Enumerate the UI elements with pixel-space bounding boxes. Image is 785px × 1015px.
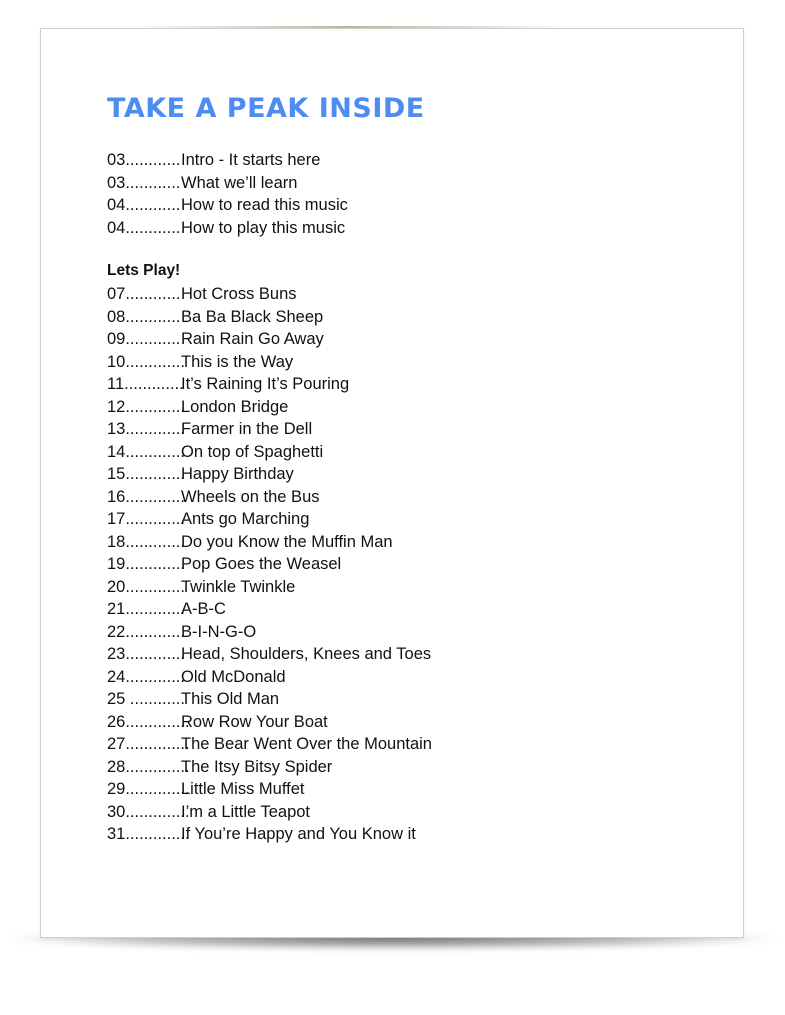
table-of-contents-page [40, 28, 744, 938]
page-number: 18............. [107, 532, 185, 551]
page-number: 28.............. [107, 757, 190, 776]
entry-title: On top of Spaghetti [181, 442, 324, 461]
page-number: 08............ [107, 307, 181, 326]
list-item [107, 823, 432, 846]
entry-title: Rain Rain Go Away [181, 330, 324, 348]
page-number: 17............. [107, 510, 185, 528]
entry-title: It’s Raining It’s Pouring [181, 375, 350, 393]
entry-title: How to read this music [181, 196, 348, 214]
list-item [107, 194, 348, 217]
entry-title: Ants go Marching [181, 510, 310, 528]
entry-title: Happy Birthday [181, 465, 294, 483]
page-number: 10............. [107, 352, 185, 371]
page-number: 21............. [107, 600, 185, 618]
entry-title: Farmer in the Dell [181, 420, 313, 438]
songs-contents-list [107, 283, 432, 846]
page-number: 11............. [107, 375, 184, 393]
page-number: 23............. [107, 645, 185, 663]
entry-title: Little Miss Muffet [181, 780, 305, 798]
section-heading: Lets Play! [107, 262, 181, 279]
entry-title: I’m a Little Teapot [181, 802, 311, 821]
list-item [107, 553, 432, 576]
list-item [107, 283, 432, 306]
entry-title: Hot Cross Buns [181, 285, 297, 303]
list-item [107, 373, 432, 396]
list-item [107, 418, 432, 441]
list-item [107, 306, 432, 329]
page-number: 04............ [107, 196, 181, 214]
list-item [107, 441, 432, 464]
entry-title: A-B-C [181, 600, 226, 618]
page-number: 24............. [107, 667, 185, 686]
entry-title: Twinkle Twinkle [181, 577, 296, 596]
list-item [107, 463, 432, 486]
page-number: 13............. [107, 420, 185, 438]
entry-title: How to play this music [181, 218, 346, 237]
list-item [107, 149, 348, 172]
page-number: 15............. [107, 465, 185, 483]
list-item [107, 396, 432, 419]
list-item [107, 643, 432, 666]
page-number: 19............. [107, 555, 185, 573]
page-title: TAKE A PEAK INSIDE [107, 93, 425, 124]
list-item [107, 733, 432, 756]
page-number: 07............ [107, 285, 181, 303]
page-number: 04............ [107, 218, 181, 237]
page-number: 16............. [107, 487, 185, 506]
list-item [107, 576, 432, 599]
entry-title: Head, Shoulders, Knees and Toes [181, 645, 432, 663]
list-item [107, 217, 348, 240]
page-number: 25 ............ [107, 690, 185, 708]
intro-contents-list [107, 149, 348, 239]
entry-title: The Itsy Bitsy Spider [181, 757, 333, 776]
entry-title: Intro - It starts here [181, 151, 321, 169]
list-item [107, 711, 432, 734]
page-number: 29.............. [107, 780, 190, 798]
page-number: 09............ [107, 330, 181, 348]
entry-title: This Old Man [181, 690, 280, 708]
page-number: 03............ [107, 173, 181, 192]
list-item [107, 756, 432, 779]
list-item [107, 621, 432, 644]
page-number: 30.............. [107, 802, 190, 821]
page-number: 14............. [107, 442, 185, 461]
entry-title: London Bridge [181, 397, 289, 416]
page-number: 22............. [107, 622, 185, 641]
list-item [107, 666, 432, 689]
entry-title: Ba Ba Black Sheep [181, 307, 324, 326]
page-number: 27.............. [107, 735, 190, 753]
list-item [107, 508, 432, 531]
entry-title: Do you Know the Muffin Man [181, 532, 393, 551]
page-number: 26.............. [107, 712, 190, 731]
entry-title: What we’ll learn [181, 173, 298, 192]
list-item [107, 351, 432, 374]
page-number: 31.............. [107, 825, 190, 843]
entry-title: Pop Goes the Weasel [181, 555, 342, 573]
entry-title: If You’re Happy and You Know it [181, 825, 416, 843]
entry-title: Old McDonald [181, 667, 286, 686]
page-number: 20............. [107, 577, 185, 596]
entry-title: Row Row Your Boat [181, 712, 328, 731]
list-item [107, 328, 432, 351]
list-item [107, 486, 432, 509]
entry-title: B-I-N-G-O [181, 622, 257, 641]
entry-title: Wheels on the Bus [181, 487, 320, 506]
list-item [107, 688, 432, 711]
entry-title: This is the Way [181, 352, 294, 371]
entry-title: The Bear Went Over the Mountain [181, 735, 432, 753]
page-number: 12............. [107, 397, 185, 416]
list-item [107, 598, 432, 621]
list-item [107, 172, 348, 195]
list-item [107, 778, 432, 801]
page-number: 03............ [107, 151, 181, 169]
list-item [107, 801, 432, 824]
list-item [107, 531, 432, 554]
